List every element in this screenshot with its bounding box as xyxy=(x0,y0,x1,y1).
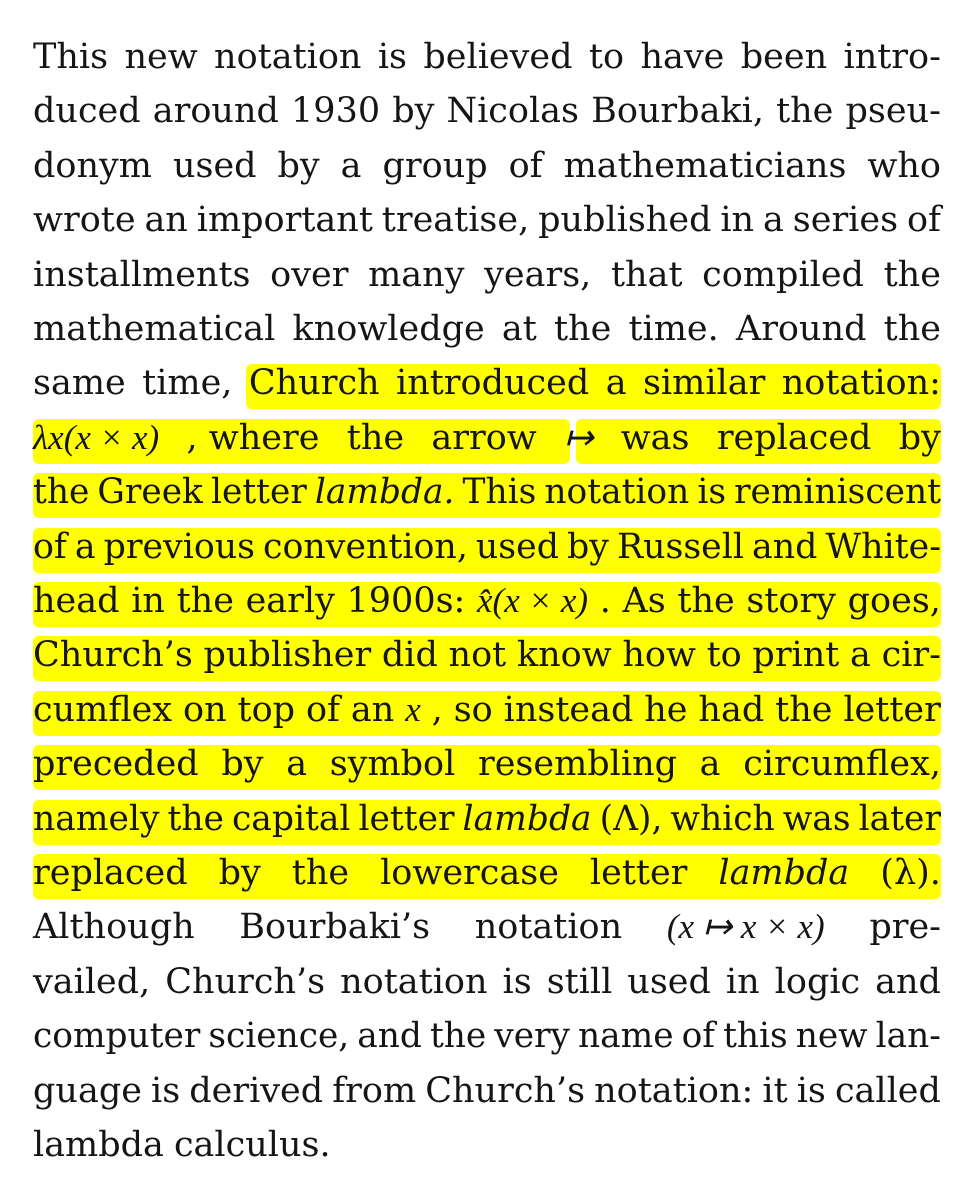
word: by xyxy=(218,853,261,893)
text-line xyxy=(0,248,974,302)
word: was xyxy=(782,798,851,839)
word: a xyxy=(340,145,362,186)
word: cumflex xyxy=(33,689,173,730)
word: used xyxy=(172,145,257,186)
word: in xyxy=(131,581,165,621)
word: science, xyxy=(208,1016,350,1057)
word: very xyxy=(494,1016,570,1057)
math-expression: (x ↦ x × x) xyxy=(666,907,825,947)
word: replaced xyxy=(33,853,188,893)
word: guage xyxy=(33,1070,142,1111)
word: donym xyxy=(33,145,152,186)
word: the xyxy=(883,254,941,295)
text-line xyxy=(0,356,974,410)
math-expression: x̂(x × x) xyxy=(477,581,589,620)
word: circumflex, xyxy=(743,744,941,785)
word: by xyxy=(392,91,435,132)
word: did xyxy=(381,635,438,676)
word: used xyxy=(475,526,559,567)
word: was xyxy=(620,417,690,458)
word: wrote xyxy=(33,200,136,241)
word: have xyxy=(640,37,725,77)
word: and xyxy=(752,526,818,567)
text-line xyxy=(0,792,974,846)
word: so xyxy=(453,689,493,730)
word: calculus. xyxy=(173,1125,331,1165)
word: intro- xyxy=(843,37,941,77)
word: at xyxy=(501,309,537,349)
word: by xyxy=(221,744,264,785)
word: knowledge xyxy=(292,309,485,349)
word: the xyxy=(883,309,941,349)
word: the xyxy=(346,417,405,458)
word: and xyxy=(875,961,941,1002)
word: 1930 xyxy=(291,91,381,132)
text-line xyxy=(0,465,974,519)
word: believed xyxy=(423,37,573,77)
text-line xyxy=(0,846,974,900)
word: many xyxy=(368,254,465,295)
word: the xyxy=(176,581,234,621)
word: mathematicians xyxy=(563,145,847,186)
word: instead xyxy=(503,689,634,730)
word: Church xyxy=(248,363,380,404)
word: print xyxy=(752,635,840,676)
math-expression: x xyxy=(405,689,421,729)
word: symbol xyxy=(329,744,456,785)
word: around xyxy=(152,91,279,132)
word: letter xyxy=(358,798,455,839)
word: it xyxy=(762,1070,788,1111)
word: an xyxy=(144,200,188,241)
text-line xyxy=(0,1064,974,1118)
word: over xyxy=(270,254,349,295)
word: is xyxy=(697,472,727,513)
word: notation xyxy=(544,472,690,513)
text-line xyxy=(0,574,974,628)
word: this xyxy=(723,1016,788,1057)
text-line xyxy=(0,30,974,84)
word: preceded xyxy=(33,744,199,785)
word: goes, xyxy=(847,581,941,621)
word: (λ). xyxy=(880,853,941,893)
word: notation: xyxy=(594,1070,754,1111)
word: computer xyxy=(33,1016,201,1057)
word: early xyxy=(245,581,335,621)
word: Bourbaki, xyxy=(591,91,764,132)
word: a xyxy=(763,200,784,241)
text-line xyxy=(0,955,974,1009)
word: group xyxy=(382,145,488,186)
word: new xyxy=(124,37,198,77)
word: of xyxy=(681,1016,716,1057)
word: the xyxy=(553,309,612,349)
word: of xyxy=(906,200,941,241)
word: compiled xyxy=(702,254,864,295)
word: a xyxy=(286,744,308,785)
word: mathematical xyxy=(33,309,276,349)
word: how xyxy=(622,635,696,676)
word: lan- xyxy=(875,1016,941,1057)
word: , where xyxy=(186,417,320,458)
word: from xyxy=(332,1070,417,1111)
word: notation xyxy=(340,961,488,1002)
word: notation xyxy=(474,907,623,948)
word: which xyxy=(670,798,775,839)
word: Russell xyxy=(616,526,744,567)
text-line xyxy=(0,520,974,574)
word: White- xyxy=(825,526,941,567)
word: capital xyxy=(231,798,351,839)
word: who xyxy=(867,145,941,186)
word: This xyxy=(462,472,537,513)
word: by xyxy=(898,417,941,458)
word: the xyxy=(167,798,224,839)
word: been xyxy=(740,37,828,77)
word: time. xyxy=(628,309,719,349)
word: on xyxy=(183,689,227,730)
word: previous xyxy=(103,526,255,567)
text-line xyxy=(0,411,974,465)
word: notation: xyxy=(781,363,941,404)
word: an xyxy=(350,689,395,730)
word: in xyxy=(720,200,755,241)
word: logic xyxy=(774,961,861,1002)
word: that xyxy=(610,254,683,295)
text-line xyxy=(0,193,974,247)
word: vailed, xyxy=(33,961,151,1002)
word: As xyxy=(622,581,666,621)
word: important xyxy=(196,200,373,241)
word: letter xyxy=(210,472,307,513)
text-line xyxy=(0,139,974,193)
text-line xyxy=(0,900,974,954)
word: notation xyxy=(214,37,362,77)
word: not xyxy=(448,635,507,676)
word: (Λ), xyxy=(599,798,663,839)
word: had xyxy=(698,689,765,730)
word: letter xyxy=(843,689,941,730)
word: This xyxy=(33,37,109,77)
word: know xyxy=(516,635,612,676)
word: series xyxy=(792,200,899,241)
word: , xyxy=(431,689,443,730)
word: of xyxy=(33,526,67,567)
word: Church’s xyxy=(165,961,326,1002)
word: still xyxy=(546,961,613,1002)
word: treatise, xyxy=(381,200,530,241)
word: Bourbaki’s xyxy=(239,907,431,948)
word: lambda. xyxy=(314,472,455,513)
word: is xyxy=(377,37,408,77)
word: the xyxy=(33,472,90,513)
word: publisher xyxy=(203,635,372,676)
word: replaced xyxy=(716,417,872,458)
word: the xyxy=(677,581,735,621)
math-expression: λx(x × x) xyxy=(33,417,160,457)
word: published xyxy=(538,200,712,241)
word: top xyxy=(237,689,296,730)
word: reminiscent xyxy=(734,472,941,513)
word: . xyxy=(599,581,611,621)
text-line xyxy=(0,84,974,138)
word: Nicolas xyxy=(446,91,579,132)
word: Church’s xyxy=(425,1070,586,1111)
word: later xyxy=(858,798,941,839)
word: of xyxy=(508,145,543,186)
word: to xyxy=(706,635,742,676)
word: the xyxy=(291,853,350,893)
word: of xyxy=(305,689,341,730)
text-line xyxy=(0,1009,974,1063)
word: Although xyxy=(33,907,195,948)
word: namely xyxy=(33,798,160,839)
math-expression: ↦ xyxy=(564,417,594,457)
text-line xyxy=(0,737,974,791)
word: the xyxy=(775,689,833,730)
word: is xyxy=(151,1070,181,1111)
word: by xyxy=(567,526,609,567)
text-line xyxy=(0,1118,974,1172)
word: time, xyxy=(142,363,233,404)
text-line xyxy=(0,302,974,356)
word: a xyxy=(699,744,721,785)
word: same xyxy=(33,363,126,404)
word: head xyxy=(33,581,120,621)
word: called xyxy=(834,1070,941,1111)
word: and xyxy=(357,1016,422,1057)
word: the xyxy=(776,91,834,132)
word: story xyxy=(746,581,836,621)
word: letter xyxy=(589,853,688,893)
word: introduced xyxy=(396,363,590,404)
word: resembling xyxy=(477,744,678,785)
word: a xyxy=(605,363,627,404)
word: 1900s: xyxy=(346,581,466,621)
word: by xyxy=(277,145,320,186)
word: new xyxy=(795,1016,868,1057)
word: pre- xyxy=(869,907,941,948)
word: lambda xyxy=(33,1125,164,1165)
word: he xyxy=(644,689,688,730)
word: Greek xyxy=(97,472,203,513)
word: similar xyxy=(642,363,766,404)
word: to xyxy=(588,37,625,77)
word: is xyxy=(796,1070,826,1111)
word: Around xyxy=(735,309,867,349)
word: used xyxy=(627,961,711,1002)
word: derived xyxy=(189,1070,324,1111)
word: duced xyxy=(33,91,141,132)
word: name xyxy=(577,1016,674,1057)
word: arrow xyxy=(431,417,537,458)
word: lambda xyxy=(718,853,850,893)
word: is xyxy=(502,961,532,1002)
word: the xyxy=(429,1016,487,1057)
word: a xyxy=(850,635,871,676)
text-line xyxy=(0,683,974,737)
word: lambda xyxy=(462,798,592,839)
word: in xyxy=(725,961,760,1002)
word: installments xyxy=(33,254,251,295)
word: years, xyxy=(484,254,592,295)
word: lowercase xyxy=(380,853,559,893)
word: Church’s xyxy=(33,635,193,676)
word: a xyxy=(74,526,96,567)
word: pseu- xyxy=(845,91,941,132)
word: cir- xyxy=(881,635,941,676)
text-line xyxy=(0,628,974,682)
word: convention, xyxy=(263,526,468,567)
